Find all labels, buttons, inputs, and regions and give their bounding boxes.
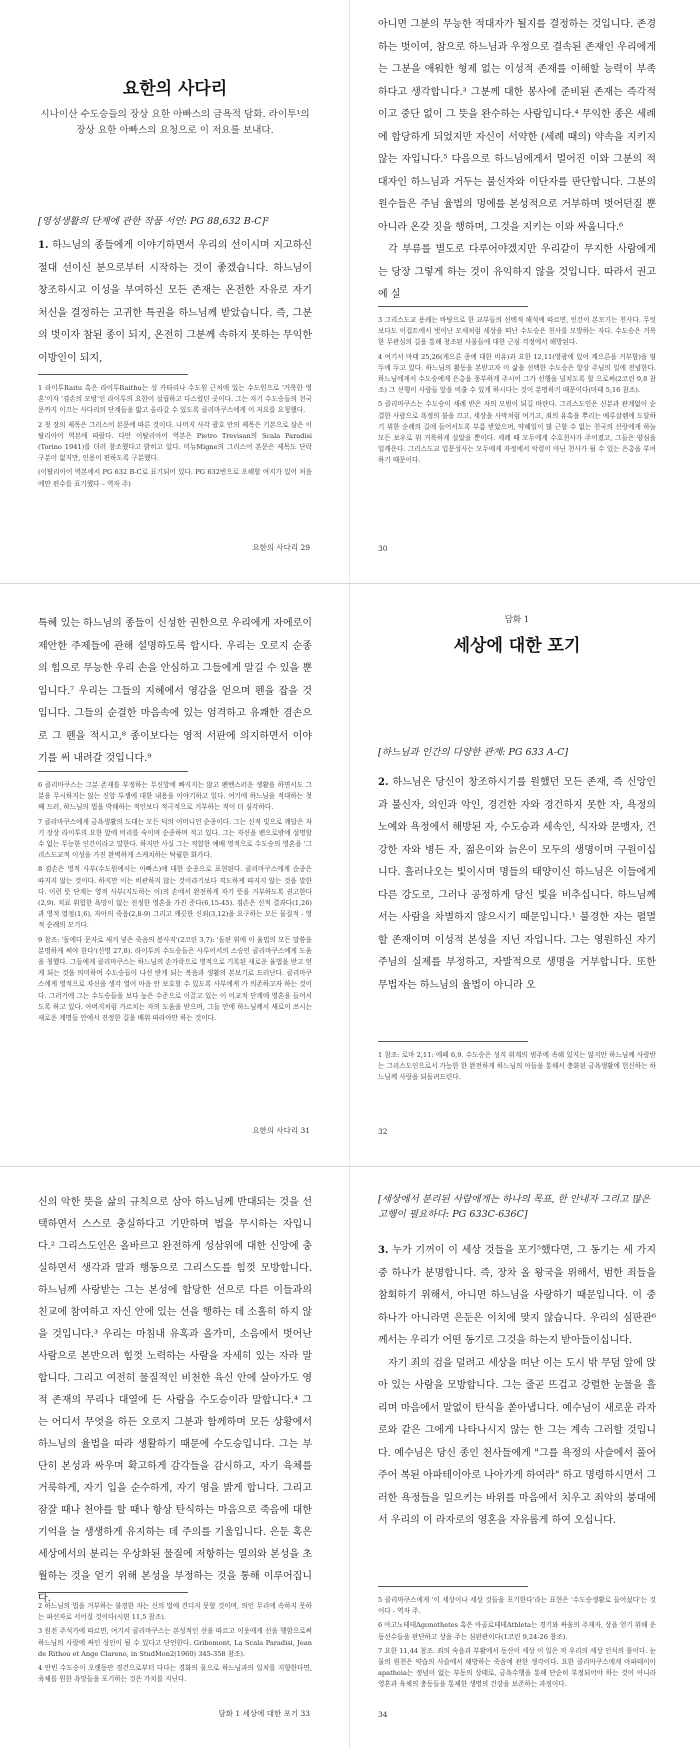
page-footer: 요한의 사다리 31 bbox=[252, 1126, 310, 1135]
paragraph: 특혜 있는 하느님의 종들이 신성한 권한으로 우리에게 자에로이 제안한 주제들에 관해 설명하도록 합시다. 우리는 오로지 순종의 힘으로 무능한 우리 손을 안심하고 그들에게 말길 수 있을 뿐입니다.⁷ 우리는 그들의 지혜에서 영감을 얻으며 펜을 잡을 것입니다. 그들의 순결한 마음속에 있는 엄격하고 유쾌한 겸손으로 그 펜을 적시고,⁸ 종이보다는 영적 서판에 의지하면서 이야기를 써 내려갈 것입니다.⁹ bbox=[38, 618, 312, 764]
footnote: 7 클리마쿠스에게 금욕생활의 도대는 모든 덕의 어머니인 순종이다. 그는 신적 빛으로 깨달은 자기 장상 라이투의 요한 앞에 머리를 숙이며 순종하며 적고 있다. 그는 자신을 펜으로밖에 설명할 수 없는 무능한 인간이라고 말한다. 하지만 사실 그는 적합한 예배 영적으로 수도승의 영혼을 '그리스도교적 이성을 가진 완벽하게 스케치하는 탁월한 화가다. bbox=[38, 817, 312, 860]
body-text bbox=[378, 772, 656, 997]
body-text bbox=[38, 1192, 312, 1610]
paragraph-number: 1. bbox=[38, 240, 49, 251]
paragraph-number: 3. bbox=[378, 1245, 389, 1256]
footnote: 8 겸손은 영적 사부(수도원에서는 아빠스)에 대한 순종으로 표현된다. 클리마쿠스에게 순종은 따지지 않는 것이다. 하지만 이는 비관하지 않는 것이라기보다 격도하게 따지지 않는 것을 말한다. 이런 뜻 단계는 영적 사부(지도하는 이)의 손에서 완전하게 자기 뜻을 거부하도록 권고한다(2,9). 치료 위험한 욕망이 없는 진정한 영혼을 가진 준다(6,15-45). 겸손은 신적 결과다(1,26)과 영적 열정(1,6), 자아의 죽음(2,8-9) 그리고 깨끗한 신뢰(3,12)을 요구하는 모든 물질적 - 영적 순례의 모기다. bbox=[38, 865, 312, 930]
footnote-rule bbox=[378, 306, 528, 307]
section-heading: [영성생활의 단계에 관한 작품 서언: PG 88,632 B-C]² bbox=[38, 216, 270, 227]
section-heading: [하느님과 인간의 다양한 관계: PG 633 A-C] bbox=[378, 747, 569, 758]
body-text bbox=[378, 14, 656, 307]
footnote: 6 아고노테테Agonothetes 혹은 아골로테테Athleta는 경기와 싸움의 주재자, 상을 얻기 위해 운동선수들을 판단하고 상을 주는 심판관이다(1코린 9,24-26 참조). bbox=[378, 1621, 657, 1641]
paragraph: 자기 죄의 검을 덜려고 세상을 떠난 이는 도시 밖 무덤 앞에 앉아 있는 사람을 모방합니다. 그는 줄곧 뜨겁고 강렬한 눈물을 흘리며 마음에서 말없이 탄식을 쏟아냅니다. 예수님이 새로운 라자로와 같은 그에게 나타나시지 않는 한 그는 계속 그러할 것입니다. 예수님은 당신 종인 천사들에게 "그를 욕정의 사슬에서 풀어 주어 복된 아파테이아로 나아가게 하여라" 하고 명령하시면서 그러한 욕정들을 일으키는 바위를 마음에서 치우고 죄악의 붕대에서 우리의 이 라자로의 영혼을 자유롭게 하여 오십니다. bbox=[378, 1357, 657, 1526]
paragraph: 아니면 그분의 무능한 적대자가 될지를 결정하는 것입니다. 존경하는 벗이여, 참으로 하느님과 우정으로 결속된 존재인 우리에게는 그분을 애워한 형제 없는 이성적 존재를 이해할 능력이 부족하다고 생각합니다.³ 그분께 대한 봉사에 준비된 존재는 즉각적이고 중단 없이 그 뜻을 완수하는 사람입니다.⁴ 무익한 종은 세례에 합당하게 되었지만 자신이 서약한 (세례 때의) 약속을 지키지 않는 자입니다.⁵ 다음으로 하느님에게서 멀어진 이와 그분의 적대자인 하느님과 거두는 불신자와 이단자를 판단합니다. 그분의 원수들은 주님 율법의 멍에를 본성적으로 거부하며 벗어던질 뿐 아니라 온갖 짓을 행하며, 그것을 지키는 이와 싸웁니다.⁶ bbox=[378, 19, 656, 233]
paragraph-number: 2. bbox=[378, 777, 389, 788]
footnotes bbox=[38, 374, 312, 493]
chapter-subtitle: 시나이산 수도승들의 장상 요한 아빠스의 금욕적 담화. 라이투¹의 장상 요한 아빠스의 요청으로 이 저요를 보내다. bbox=[40, 109, 310, 136]
footnote: 9 참조: '돌에다 문자로 새겨 넣은 죽음의 봉사직'(2코린 3,7): '돌판 위에 이 율법의 모든 말씀을 분명하게 써야 한다'(신명 27,8). 라이투의 수도승들은 사투어서의 스승인 클리마쿠스에게 도움을 청했다. 그들에게 클리마쿠스는 하느님의 손가락으로 영적으로 기록된 새로운 율법을 받고 얻게 되는 것을 의미하며 수도승들이 나선 받게 되는 복음과 생활의 본보기로 드러난다. 클리마쿠스에게 영적으로 자신을 생각 열어 마음 안 보호할 수 있도록 사부에게 가 의존하고자 하는 것이다. 그러기에 그는 수도승들을 보다 높은 수준으로 이끌고 있는 이 이교적 단계에 영혼을 들어서도록 하고 있다. 아버지처럼 가르치는 자의 도움을 받으며, 그들 안에 하느님께서 새로이 쓰시는 새로운 계명들 안에서 진정한 길을 배워 따라야만 하는 것이다. bbox=[38, 935, 312, 1023]
page-34 bbox=[350, 1166, 700, 1749]
footnote-rule bbox=[38, 771, 188, 772]
footnote: 6 클리마쿠스는 그분 존재를 부정하는 무신앙에 빠지지는 않고 펜벤스러운 생활을 하면서도 그분을 무시하지는 않는 신앙 투쟁에 대한 내용을 이야기하고 있다. 여기에 하느님을 적대하는 첫째 드러, 하느님의 법을 박해하는 적인보다 적극적으로 거부하는 적이 더 심각하다. bbox=[38, 781, 312, 812]
footnote: 2 하느님의 법을 거부하는 불경한 자는 신의 법에 견디지 못할 것이며, 의인 무리에 속하지 못하는 파선자로 서어질 것이다(시편 11,5 참조). bbox=[38, 1602, 312, 1622]
footnote: 5 클리마쿠스에게 '이 세상이나 세상 것들을 포기한다'라는 표현은 '수도승생활로 들어섰다'는 것이다 - 역자 주. bbox=[378, 1596, 656, 1616]
paragraph: 신의 악한 뜻을 삶의 규칙으로 삼아 하느님께 반대되는 것을 선택하면서 스스로 충실하다고 기만하며 법을 무시하는 자입니다.² 그리스도인은 올바르고 완전하게 성삼위에 대한 신앙에 충실하면서 생각과 말과 행동으로 그리스도를 힘껏 모방합니다. 하느님께 사랑받는 그는 본성에 합당한 선으로 다른 이들과의 친교에 참여하고 자신 안에 있는 선을 행하는 데 소홀히 하지 않을 것입니다.³ 우리는 마침내 유혹과 올가미, 소음에서 벗어난 사람으로 본반으려 힘껏 노력하는 사람을 자세히 있는 자라 말합니다. 그리고 여전히 물질적인 비천한 육신 안에 살아가도 영적 존재의 무리나 대열에 든 사람을 수도승이라 말합니다.⁴ 그는 어디서 무엇을 하든 오로지 그분과 함께하며 모든 상황에서 하느님의 율법을 따라 생활하기 때문에 수도승입니다. 그는 부단히 본성과 싸우며 확고하게 감각들을 감시하고, 자기 육체를 거룩하게, 자기 입을 순수하게, 자기 영을 밝게 합니다. 그리고 잠잘 때나 천야를 할 때나 항상 탄식하는 마음으로 죽음에 대한 기억을 늘 생생하게 유지하는 데 주의를 기울입니다. 은둔 혹은 세상에서의 분리는 우상화된 물질에 저항하는 열의와 본성을 초월하는 것을 얻기 위해 본성을 부정하는 것을 통해 이루어집니다. bbox=[38, 1197, 312, 1604]
section-heading: [세상에서 분리된 사람에게는 하나의 목표, 한 안내자 그리고 많은 고행이 필요하다: PG 633C-636C] bbox=[378, 1194, 651, 1220]
footnote: 1 라이투Raitu 혹은 라이투Raithu는 성 카타리나 수도원 근처에 있는 수도원으로 '거룩한 영혼'이자 '겸손의 모범'인 라이투의 요한이 설립하고 다스렸던 곳이다. 그는 자기 수도승들의 천국 문까지 이끄는 사다리의 단계들을 밟고 올라갈 수 있도록 클리마쿠스에게 이 저요를 요청했다. bbox=[38, 384, 312, 415]
footnote-rule bbox=[38, 1592, 188, 1593]
body-text bbox=[378, 1240, 656, 1533]
page-33 bbox=[0, 1166, 350, 1749]
page-30 bbox=[350, 0, 700, 583]
footnotes bbox=[38, 771, 312, 1027]
footnote: 7 요한 11,44 참조. 죄의 숙음과 부활에서 동산이 세상 이 일은 작 우리의 세상 인식의 틀이다. 눈물의 원천은 약습의 사슬에서 해방하는 죽음에 관한 생각이다. 요한 클리마쿠스에게 아파테이아apatheia는 정념이 없는 부동의 상태로, 금욕수행을 통해 단순히 부정되어야 하는 것이 아니라 영혼과 육체의 충동들을 통제한 생명의 건강을 보존하는 과정이다. bbox=[378, 1646, 656, 1689]
page-footer: 담화 1 세상에 대한 포기 33 bbox=[218, 1709, 310, 1718]
footnote-rule bbox=[378, 1586, 528, 1587]
page-31 bbox=[0, 583, 350, 1166]
chapter-title: 요한의 사다리 bbox=[122, 79, 228, 99]
footnotes bbox=[378, 1041, 656, 1087]
paragraph: 하느님의 종들에게 이야기하면서 우리의 선이시며 지고하신 절대 선이신 분으로부터 시작하는 것이 좋겠습니다. 하느님이 창조하시고 이성을 부여하신 모든 존재는 온전한 자유로 자기 처신을 결정하는 고귀한 특권을 하느님께 받았습니다. 즉, 그분의 벗이자 참된 종이 되지, 온전히 그분께 속하지 못하는 무익한 이방인이 되지, bbox=[38, 240, 312, 364]
footnote: 3 원전 주석가에 따르면, 여기서 클리마쿠스는 본성적인 선을 따르고 이웃에게 선을 행함으로써 하느님의 사랑에 싸인 성인이 될 수 있다고 단언한다. Gribomont, La Scala Paradisi, Jean de Rithou et Ange Clareno, in StudMon2(1960) 345-358 참조). bbox=[38, 1627, 312, 1658]
paragraph: 누가 기꺼이 이 세상 것들을 포기⁵했다면, 그 동기는 세 가지 중 하나가 분명합니다. 즉, 장차 올 왕국을 위해서, 범한 죄들을 참회하기 위해서, 아니면 하느님을 사랑하기 때문입니다. 이 중 하나가 아니라면 은둔은 이치에 맞지 않습니다. 우리의 심판관⁶께서는 우리가 어떤 동기로 그것을 하는지 받아들이십니다. bbox=[378, 1245, 656, 1346]
page-footer: 30 bbox=[378, 544, 388, 553]
page-32 bbox=[350, 583, 700, 1166]
footnote: 2 첫 장의 제목은 그리스어 본문에 따른 것이다. 나머지 사각 괄호 안의 제목은 기본으로 삼은 이탈리아어 역본에 따랐다. 다만 이탈리아어 역본은 Pietro Trevisan의 Scala Paradisi (Torino 1941)를 더러 참조했다고 밝히고 있다. 미뉴Migne의 그리스어 본문은 제목도 단락 구분이 없지만, 인용이 편하도록 구분했다. bbox=[38, 420, 312, 463]
page-footer: 요한의 사다리 29 bbox=[252, 543, 310, 552]
page-29 bbox=[0, 0, 350, 583]
body-text bbox=[38, 235, 312, 370]
footnote: 1 참조: 로마 2,11: 에페 6,9. 수도승은 성직 위계의 범주에 속해 있지는 않지만 하느님께 사랑받는 그리스도인으로서 가능한 한 완전하게 하느님의 아들을 통해서 충화된 금욕생활에 헌신하는 하느님께 사랑을 되돌려드린다. bbox=[378, 1051, 656, 1082]
spread-pages-31-32 bbox=[0, 583, 700, 1166]
page-footer: 32 bbox=[378, 1127, 388, 1136]
footnote: (이탈리아어 역본에서 PG 632 B-C로 표기되어 있다. PG 632번으로 오해할 여지가 있어 처음에만 편수를 표기했다 – 역자 주) bbox=[38, 468, 312, 488]
footnote-rule bbox=[378, 1041, 528, 1042]
page-footer: 34 bbox=[378, 1710, 388, 1719]
chapter-title: 세상에 대한 포기 bbox=[453, 636, 581, 656]
discourse-label: 담화 1 bbox=[504, 615, 530, 625]
footnote: 3 그리스도교 용례는 바탕으로 한 교부들의 선택적 해석에 따르면, 인간이 본모기는 천사다. 무엇보다도 이집트에서 벗어난 모세처럼 세상을 떠난 수도승은 천사를 모방하는 자다. 수도승은 거룩한 무관심의 길을 통해 창조된 사물들에 대한 근심 걱정에서 해방된다. bbox=[378, 316, 656, 347]
footnotes bbox=[378, 1586, 656, 1694]
footnote: 5 클리마쿠스는 수도승이 세례 받은 자의 모범이 되길 바란다. 그리스도인은 신분과 관계없이 순결한 사람으로 욕정의 불을 끄고, 세상을 사막처럼 여기고, 죄의 유혹을 뿌리는 예루살렘에 도달하기 위한 순례의 길에 들어서도록 부름 받았으며, 약혜일이 많 근할 수 없는 천국의 신랑에게 하늘 모든 보우로 위 거룩하게 살았을 뿐이다. 세례 때 모두에게 수호천사가 주어졌고, 그들은 양심을 일깨운다. 그리스도교 입문성사는 모두에게 자정에서 악령이 아닌 천사가 될 수 있는 은총을 부여하기 때문이다. bbox=[378, 400, 656, 465]
paragraph: 하느님은 당신이 창조하시기를 원했던 모든 존재, 즉 신앙인과 불신자, 의인과 악인, 경건한 자와 경건하지 못한 자, 욕정의 노예와 욕정에서 해방된 자, 수도승과 세속인, 식자와 문맹자, 건강한 자와 병든 자, 젊은이와 늙은이 모두의 생명이며 구원이십니다. 흘러나오는 빛이시며 명들의 태양이신 하느님은 이들에게 다른 강도로, 그러나 공정하게 당신 빛을 비추십니다. 하느님께서는 사람을 차별하지 않으시기 때문입니다.¹ 불경한 자는 펼멸할 존재이며 이성적 본성을 지닌 자입니다. 그는 영원하신 자기 주님의 실제를 부정하고, 자발적으로 생명을 거부합니다. 또한 무법자는 하느님의 율법이 아니라 오 bbox=[378, 777, 656, 991]
footnotes bbox=[38, 1592, 312, 1688]
footnote: 4 여기서 마태 25,26(게으른 종에 대한 비유)과 요한 12,11(영광에 있어 계으른을 거부함)을 염두에 두고 있다. 하느님의 활동을 본받고자 이 삶을 선택한 수도승은 항상 주님의 일에 전념한다. 하느님에게서 수도승에게 은총을 풍부하게 주시어 그가 선행을 넘치도록 할 으로써(2코린 9,8 참조) 그 선행이 사람들 앞을 비출 수 있게 하시다는 것이 분명하기 때문이다(마태 5,16 참조). bbox=[378, 352, 656, 395]
footnote-rule bbox=[38, 374, 188, 375]
body-text bbox=[38, 613, 312, 771]
footnote: 4 안빈 수도승이 오랫동안 경건으로부터 다다는 경화의 물으로 하느님과의 일치를 지향한다면, 육체를 원한 욕망들을 포기하는 것은 가치를 지닌다. bbox=[38, 1664, 312, 1684]
spread-pages-29-30 bbox=[0, 0, 700, 583]
spread-pages-33-34 bbox=[0, 1166, 700, 1749]
paragraph: 각 부류를 별도로 다루어야겠지만 우리같이 무지한 사람에게는 당장 그렇게 하는 것이 유익하지 않을 것입니다. 따라서 권고에 실 bbox=[378, 244, 656, 300]
footnotes bbox=[378, 306, 656, 470]
